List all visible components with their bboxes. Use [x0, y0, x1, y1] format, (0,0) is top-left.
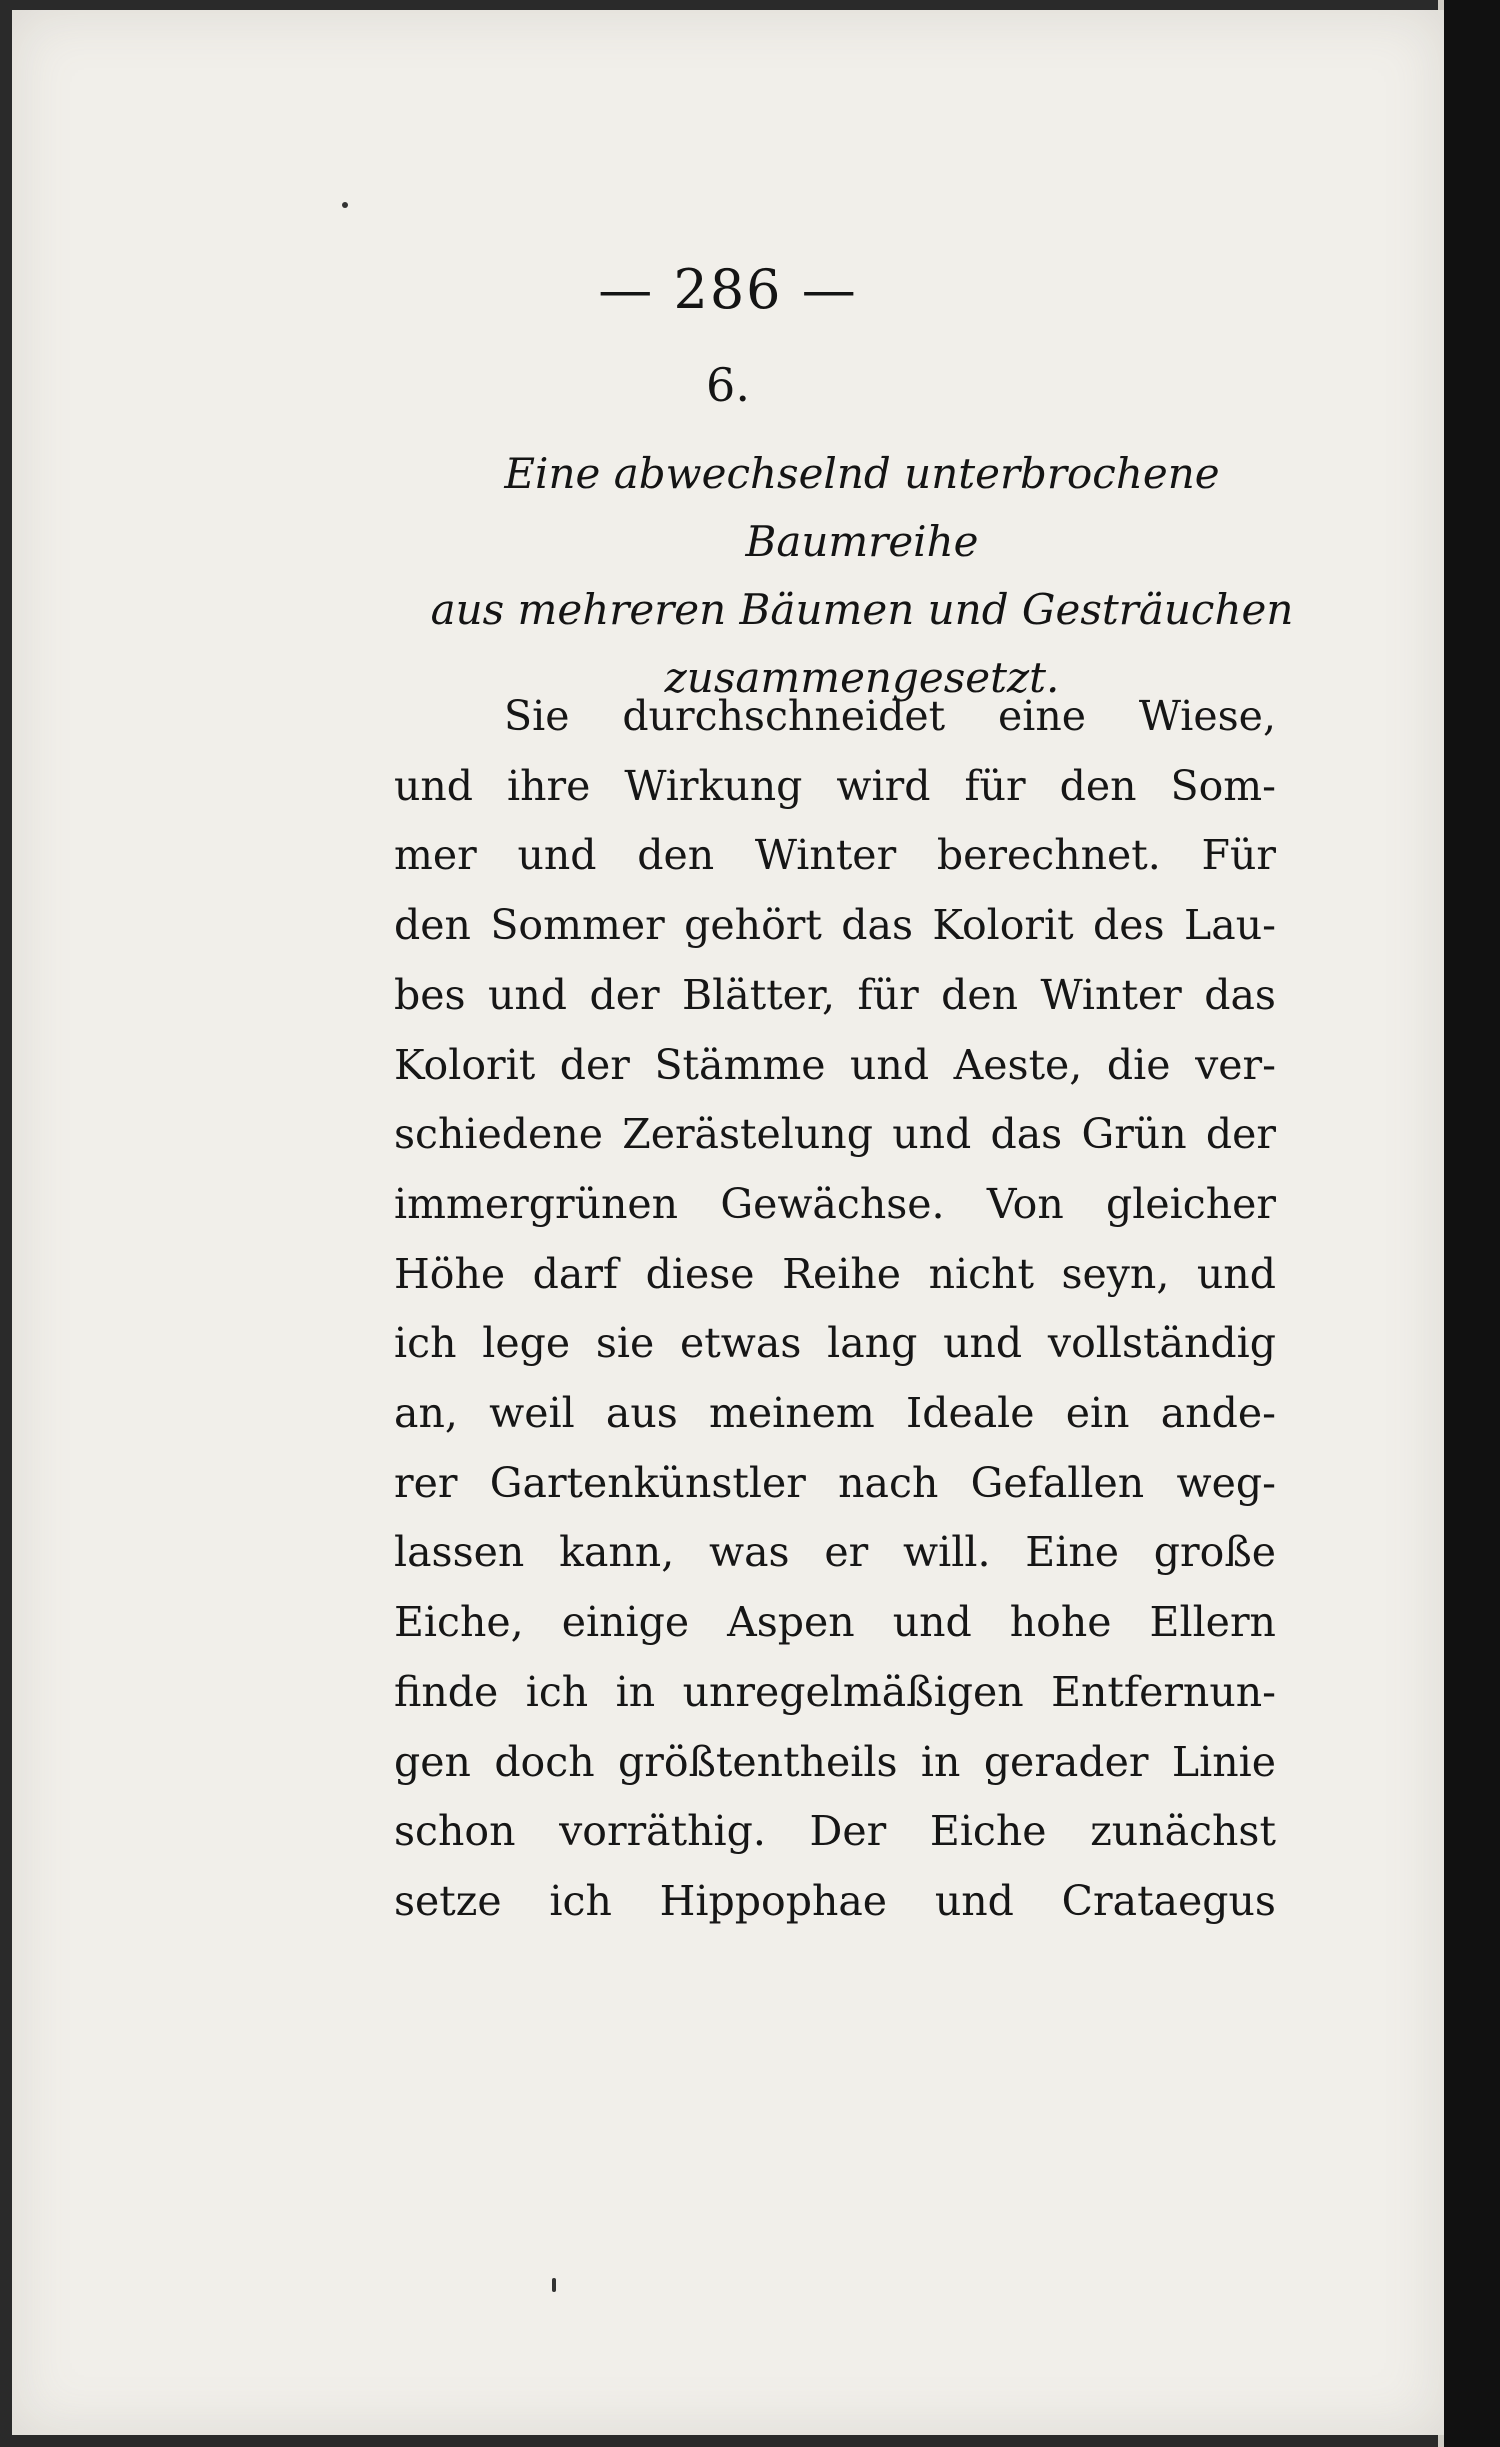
section-title — [402, 440, 1322, 712]
text-line: schon vorräthig. Der Eiche zunächst — [394, 1807, 1276, 1856]
text-line: bes und der Blätter, für den Winter das — [394, 970, 1276, 1019]
text-line: Sie durchschneidet eine Wiese, — [504, 692, 1276, 740]
text-line: an, weil aus meinem Ideale ein ande- — [394, 1389, 1276, 1438]
body-paragraph — [394, 682, 1276, 1937]
text-line: und ihre Wirkung wird für den Som- — [394, 761, 1276, 810]
text-line: mer und den Winter berechnet. Für — [394, 831, 1276, 880]
title-line: aus mehreren Bäumen und Gesträuchen — [430, 585, 1294, 634]
text-line: lassen kann, was er will. Eine große — [394, 1528, 1276, 1577]
text-line: setze ich Hippophae und Crataegus — [394, 1876, 1276, 1925]
book-spine-shadow — [1444, 0, 1500, 2447]
book-page — [12, 10, 1444, 2435]
page-number-header: — 286 — — [598, 258, 858, 321]
text-line: schiedene Zerästelung und das Grün der — [394, 1110, 1276, 1159]
title-line: Eine abwechselnd unterbrochene Baumreihe — [504, 449, 1220, 566]
title-line: zusammengesetzt. — [664, 653, 1060, 702]
text-line: finde ich in unregelmäßigen Entfernun- — [394, 1667, 1276, 1716]
text-line: gen doch größtentheils in gerader Linie — [394, 1737, 1276, 1786]
text-line: rer Gartenkünstler nach Gefallen weg- — [394, 1458, 1276, 1507]
text-line: Höhe darf diese Reihe nicht seyn, und — [394, 1249, 1276, 1298]
text-line: Eiche, einige Aspen und hohe Ellern — [394, 1598, 1276, 1647]
ink-speck — [342, 202, 348, 208]
text-line: den Sommer gehört das Kolorit des Lau- — [394, 901, 1276, 950]
section-number: 6. — [706, 358, 750, 412]
text-line: immergrünen Gewächse. Von gleicher — [394, 1179, 1276, 1228]
ink-speck — [552, 2278, 556, 2292]
text-line: ich lege sie etwas lang und vollständig — [394, 1319, 1276, 1368]
text-line: Kolorit der Stämme und Aeste, die ver- — [394, 1040, 1276, 1089]
